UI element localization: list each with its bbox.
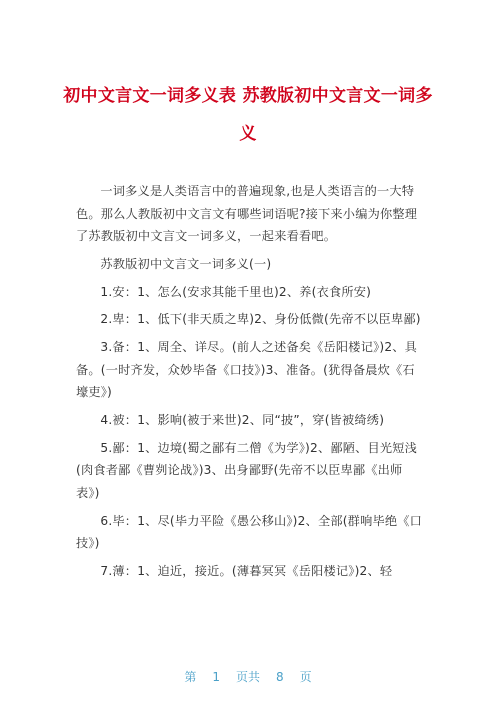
document-body xyxy=(76,180,426,588)
paragraph-entry: 1.安：1、怎么(安求其能千里也)2、养(衣食所安) xyxy=(100,284,372,299)
paragraph-entry: 5.鄙：1、边境(蜀之鄙有二僧《为学》)2、鄙陋、目光短浅(肉食者鄙《曹刿论战》)3、出身鄙野(先帝不以臣卑鄙《出师表》) xyxy=(76,440,418,500)
page-title: 初中文言文一词多义表 苏教版初中文言文一词多义 xyxy=(63,86,433,144)
page-number: 1 xyxy=(212,670,220,684)
footer-label-pre: 第 xyxy=(184,670,197,684)
paragraph-section-heading: 苏教版初中文言文一词多义(一) xyxy=(100,256,272,271)
page-footer xyxy=(0,668,496,685)
paragraph-entry: 4.被：1、影响(被于来世)2、同“披”，穿(皆被绮绣) xyxy=(100,412,385,427)
paragraph-intro: 一词多义是人类语言中的普遍现象,也是人类语言的一大特色。那么人教版初中文言文有哪些词语呢?接下来小编为你整理了苏教版初中文言文一词多义，一起来看看吧。 xyxy=(76,184,418,243)
paragraph-entry: 2.卑：1、低下(非天质之卑)2、身份低微(先帝不以臣卑鄙) xyxy=(100,312,421,327)
footer-label-post: 页 xyxy=(299,670,312,684)
paragraph-entry: 7.薄：1、迫近，接近。(薄暮冥冥《岳阳楼记》)2、轻 xyxy=(100,563,393,578)
paragraph-entry: 6.毕：1、尽(毕力平险《愚公移山》)2、全部(群响毕绝《口技》) xyxy=(76,513,423,551)
footer-label-mid: 页共 xyxy=(235,670,260,684)
paragraph-entry: 3.备：1、周全、详尽。(前人之述备矣《岳阳楼记》)2、具备。(一时齐发，众妙毕备《口技》)3、准备。(犹得备晨炊《石壕吏》) xyxy=(76,340,418,400)
page-total: 8 xyxy=(276,670,284,684)
